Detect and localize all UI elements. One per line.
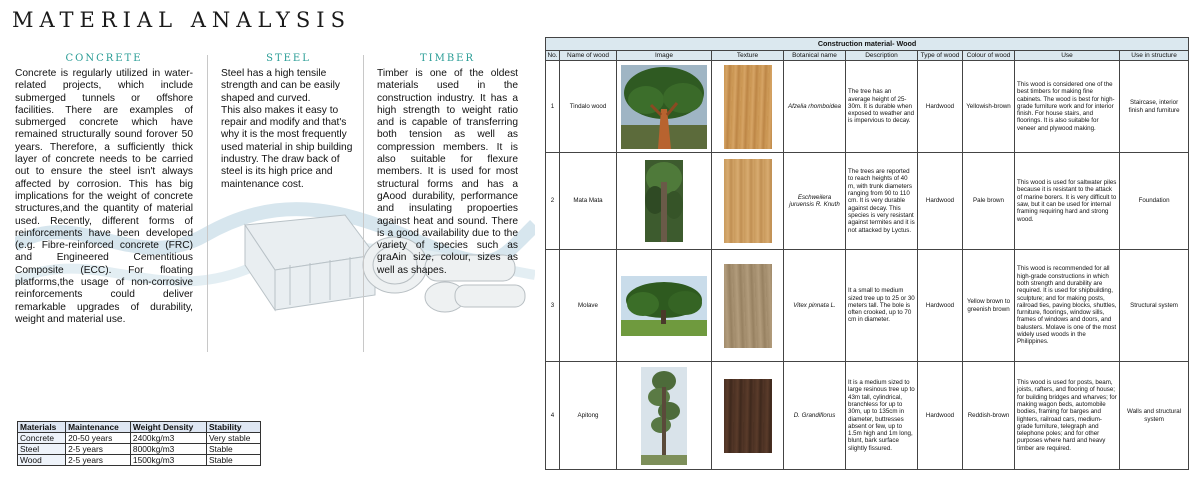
use-cell: This wood is used for posts, beam, joists, rafters, and flooring of house; for building bridges and wharves; for making wagon beds, automobile bodies, framing for barges and lighters, railroad cars, medium-grade furniture, telegraph and telephone poles; and for other purposes where hard and heavy timber are required. <box>1015 362 1120 470</box>
description-cell: The tree has an average height of 25-30m. It is durable when exposed to weather and is impervious to decay. <box>846 61 918 153</box>
weight-density-cell: 8000kg/m3 <box>130 444 206 455</box>
table-row <box>546 362 1189 470</box>
wood-type: Hardwood <box>918 362 963 470</box>
tree-image-cell <box>617 362 712 470</box>
use-cell: This wood is considered one of the best timbers for making fine cabinets. The wood is best for high-grade furniture work and for interior finish. For house stairs, and floorings. It is also suitable for veneer and plywood making. <box>1015 61 1120 153</box>
table-header-row <box>546 51 1189 61</box>
tree-image-cell <box>617 153 712 250</box>
header-cell: Maintenance <box>66 422 131 433</box>
use-cell: This wood is recommended for all high-grade constructions in which both strength and durability are required. It is used for shipbuilding, sculpture; and for making posts, railroad ties, paving blocks, shuttles, furniture, floorings, window sills, frames of windows and doors, and balusters. Molave is one of the most widely used woods in the Philippines. <box>1015 250 1120 362</box>
wood-type: Hardwood <box>918 250 963 362</box>
material-name: Wood <box>18 455 66 466</box>
wood-name: Apitong <box>560 362 617 470</box>
column-divider <box>363 55 364 352</box>
header-cell: Materials <box>18 422 66 433</box>
header-cell: No. <box>547 51 558 59</box>
texture-cell <box>712 153 784 250</box>
table-row <box>546 250 1189 362</box>
table-row <box>18 455 261 466</box>
header-cell: Type of wood <box>918 51 963 61</box>
row-number: 2 <box>546 153 560 250</box>
header-cell: Name of wood <box>560 51 617 61</box>
apitong-tree-photo <box>641 367 687 465</box>
wood-texture-swatch <box>724 65 772 149</box>
material-name: Steel <box>18 444 66 455</box>
use-in-structure: Structural system <box>1120 250 1189 362</box>
tree-image-cell <box>617 61 712 153</box>
header-cell: Texture <box>712 51 784 61</box>
tree-image-cell <box>617 250 712 362</box>
wood-texture-swatch <box>724 264 772 348</box>
mata-mata-tree-photo <box>645 160 683 242</box>
stability-cell: Stable <box>206 444 260 455</box>
concrete-heading: CONCRETE <box>65 53 143 64</box>
texture-cell <box>712 61 784 153</box>
wood-colour: Yellow brown to greenish brown <box>963 250 1015 362</box>
wood-material-table <box>545 37 1189 470</box>
wood-colour: Yellowish-brown <box>963 61 1015 153</box>
table-row <box>546 153 1189 250</box>
wood-texture-swatch <box>724 159 772 243</box>
table-caption: Construction material- Wood <box>546 38 1189 51</box>
description-cell: The trees are reported to reach heights of 40 m, with trunk diameters ranging from 90 to 110 cm. It is very durable against decay. This species is very resistant against termites and it is not attacked by Lyctus. <box>846 153 918 250</box>
use-in-structure: Walls and structural system <box>1120 362 1189 470</box>
header-cell: Stability <box>206 422 260 433</box>
row-number: 4 <box>546 362 560 470</box>
wood-type: Hardwood <box>918 153 963 250</box>
wood-colour: Reddish-brown <box>963 362 1015 470</box>
concrete-block-illustration <box>245 215 375 310</box>
description-cell: It a small to medium sized tree up to 25 or 30 meters tall. The bole is often crooked, up to 70 cm in diameter. <box>846 250 918 362</box>
description-cell: It is a medium sized to large resinous tree up to 43m tall, cylindrical, branchless for up to 30m, up to 135cm in diameter, buttresses absent or few, up to 1.5m high and 1m long, blunt, bark surface slightly fissured. <box>846 362 918 470</box>
stability-cell: Very stable <box>206 433 260 444</box>
timber-heading: TIMBER <box>419 53 476 64</box>
wood-name: Mata Mata <box>560 153 617 250</box>
use-cell: This wood is used for saltwater piles because it is resistant to the attack of marine borers. It is very difficult to saw, but it can be used for internal framing requiring hard and strong wood. <box>1015 153 1120 250</box>
texture-cell <box>712 362 784 470</box>
row-number: 3 <box>546 250 560 362</box>
table-header-row <box>18 422 261 433</box>
concrete-text: Concrete is regularly utilized in water-related projects, which include submerged tunnels or offshore facilities. There are examples of submerged concrete which have remained structurally sound forover 50 years. Therefore, a sufficiently thick layer of concrete needs to be carried out to ensure the steel isn't always affected by corrosion. This has big implications for the weight of concrete structures,and the quantity of material used. Recently, different forms of reinforcements have been developed (e.g. Fibre-reinforced concrete (FRC) and Engineered Cementitious Composite (ECC). For floating platforms,the usage of non-corrosive reinforcements could deliver remarkable upgrades of durability, weight and material use. <box>15 68 193 325</box>
maintenance-cell: 2-5 years <box>66 455 131 466</box>
header-cell: Colour of wood <box>963 51 1015 61</box>
column-divider <box>207 55 208 352</box>
material-name: Concrete <box>18 433 66 444</box>
wood-name: Molave <box>560 250 617 362</box>
header-cell: Use in structure <box>1120 51 1189 61</box>
maintenance-cell: 2-5 years <box>66 444 131 455</box>
weight-density-cell: 2400kg/m3 <box>130 433 206 444</box>
steel-text: Steel has a high tensile strength and can be easily shaped and curved. This also makes it easy to repair and modify and that's why it is the most frequently used material in ship building industry. The draw back of steel is its high price and maintenance cost. <box>221 68 353 190</box>
materials-comparison-table <box>17 421 261 466</box>
header-cell: Botanical name <box>784 51 846 61</box>
botanical-name: Afzelia rhomboidea <box>784 61 846 153</box>
timber-text: Timber is one of the oldest materials used in the construction industry. It has a high strength to weight ratio and is capable of transferring both tension as well as compression members. It is also suitable for flexure members. It is used for most structural forms and has a gAood durability, performance and insulating propoerties against heat and sound. There is a good availability due to the variety of species such as graAin size, colour, sizes as well as shapes. <box>377 68 518 276</box>
maintenance-cell: 20-50 years <box>66 433 131 444</box>
table-row <box>18 433 261 444</box>
page-title: MATERIAL ANALYSIS <box>12 8 351 32</box>
wood-name: Tindalo wood <box>560 61 617 153</box>
weight-density-cell: 1500kg/m3 <box>130 455 206 466</box>
stability-cell: Stable <box>206 455 260 466</box>
wood-texture-swatch <box>724 379 772 453</box>
tindalo-tree-photo <box>621 65 707 149</box>
wood-type: Hardwood <box>918 61 963 153</box>
botanical-name: D. Grandiflorus <box>784 362 846 470</box>
use-in-structure: Staircase, interior finish and furniture <box>1120 61 1189 153</box>
botanical-name: Eschweilera juruensis R. Knuth <box>784 153 846 250</box>
texture-cell <box>712 250 784 362</box>
botanical-name: Vitex pinnata L. <box>784 250 846 362</box>
use-in-structure: Foundation <box>1120 153 1189 250</box>
header-cell: Description <box>846 51 918 61</box>
header-cell: Image <box>617 51 712 61</box>
header-cell: Weight Density <box>130 422 206 433</box>
table-row <box>546 61 1189 153</box>
wood-colour: Pale brown <box>963 153 1015 250</box>
table-row <box>18 444 261 455</box>
row-number: 1 <box>546 61 560 153</box>
steel-heading: STEEL <box>266 53 311 64</box>
molave-tree-photo <box>621 276 707 336</box>
header-cell: Use <box>1015 51 1120 61</box>
